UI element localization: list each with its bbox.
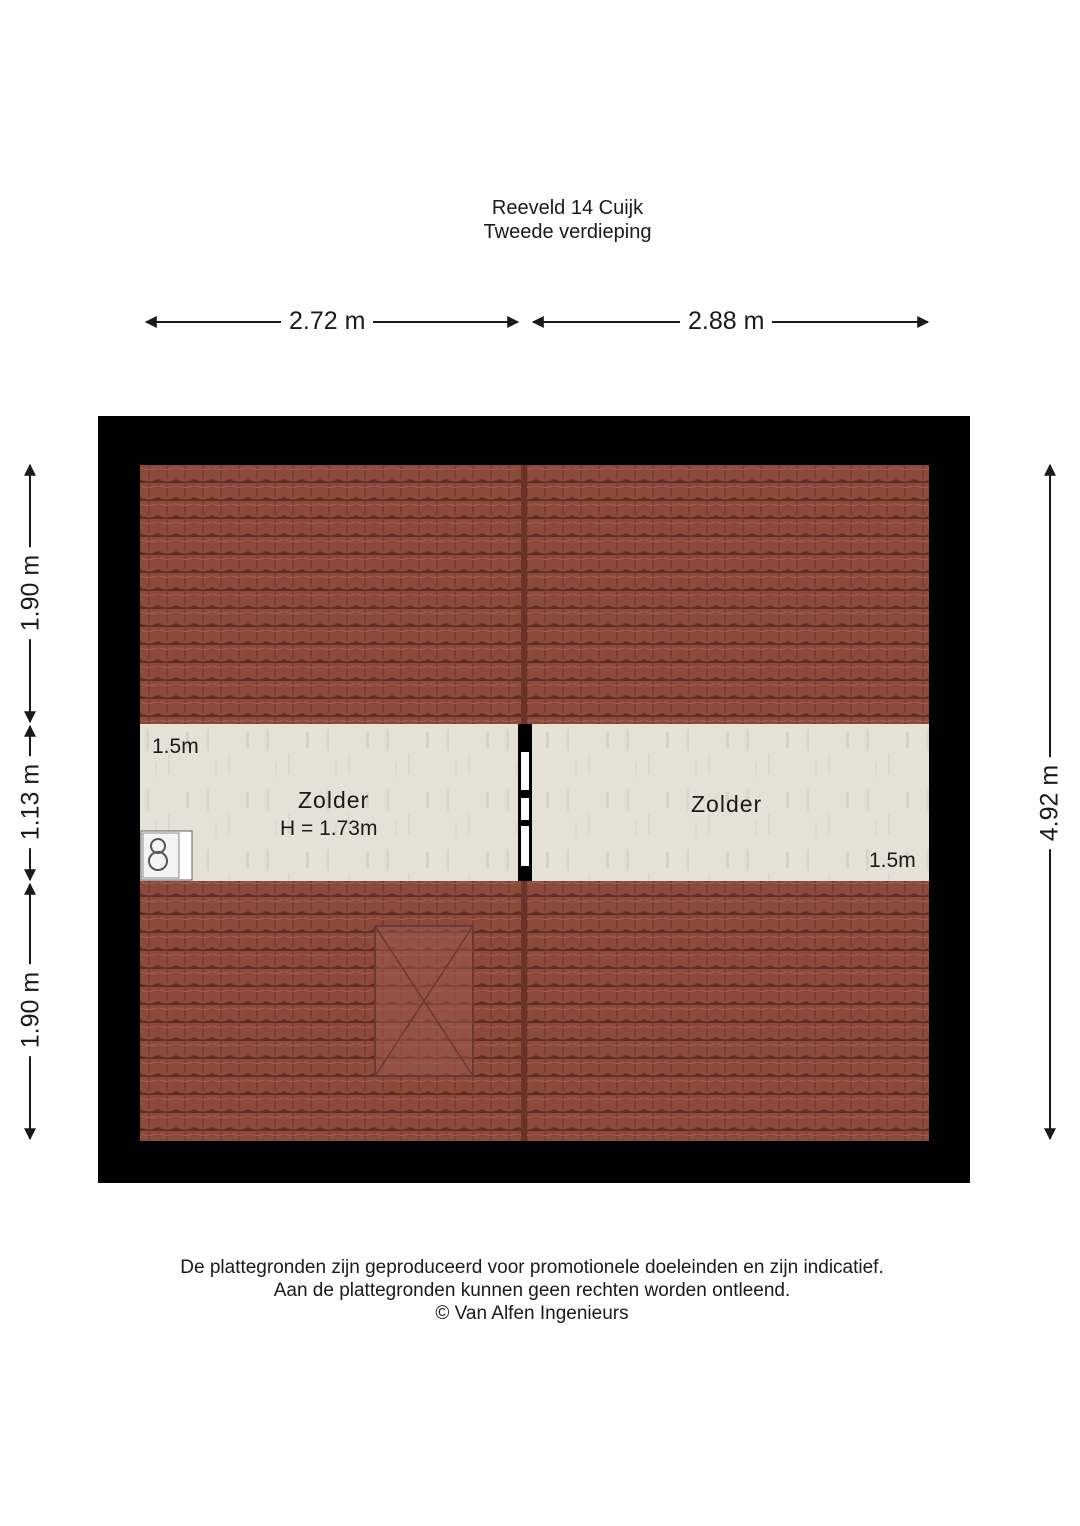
room-name-left: Zolder: [298, 787, 370, 813]
disclaimer-line-1: De plattegronden zijn geproduceerd voor promotionele doeleinden en zijn indicatief.: [180, 1257, 884, 1278]
dim-label-top-right: 2.88 m: [680, 307, 772, 336]
floor-label: Tweede verdieping: [483, 221, 652, 243]
height-marker-right: 1.5m: [869, 849, 916, 872]
dim-label-right-total: 4.92 m: [1036, 757, 1065, 849]
partition-opening-1: [521, 752, 529, 790]
height-marker-left: 1.5m: [152, 735, 199, 758]
partition-opening-2: [521, 798, 529, 820]
attic-floor-strip: [140, 724, 929, 881]
dim-label-left-bottom: 1.90 m: [17, 964, 46, 1056]
drawing-title: [0, 196, 1080, 244]
partition-opening-3: [521, 826, 529, 866]
disclaimer-line-2: Aan de plattegronden kunnen geen rechten worden ontleend.: [273, 1280, 791, 1301]
roof-ridge-top: [521, 465, 527, 724]
disclaimer: [0, 1256, 1064, 1325]
roof-top-area: [140, 465, 929, 724]
copyright-line: © Van Alfen Ingenieurs: [435, 1303, 629, 1324]
roof-window: [375, 926, 473, 1076]
roof-bottom-area: [140, 881, 929, 1141]
dim-label-left-top: 1.90 m: [17, 547, 46, 639]
dim-label-top-left: 2.72 m: [281, 307, 373, 336]
room-name-right: Zolder: [691, 791, 763, 817]
roof-ridge-bottom: [521, 881, 527, 1141]
room-height-left: H = 1.73m: [280, 817, 378, 840]
address-label: Reeveld 14 Cuijk: [491, 197, 644, 219]
boiler-symbol: [141, 831, 192, 880]
dim-label-left-middle: 1.13 m: [17, 756, 46, 848]
